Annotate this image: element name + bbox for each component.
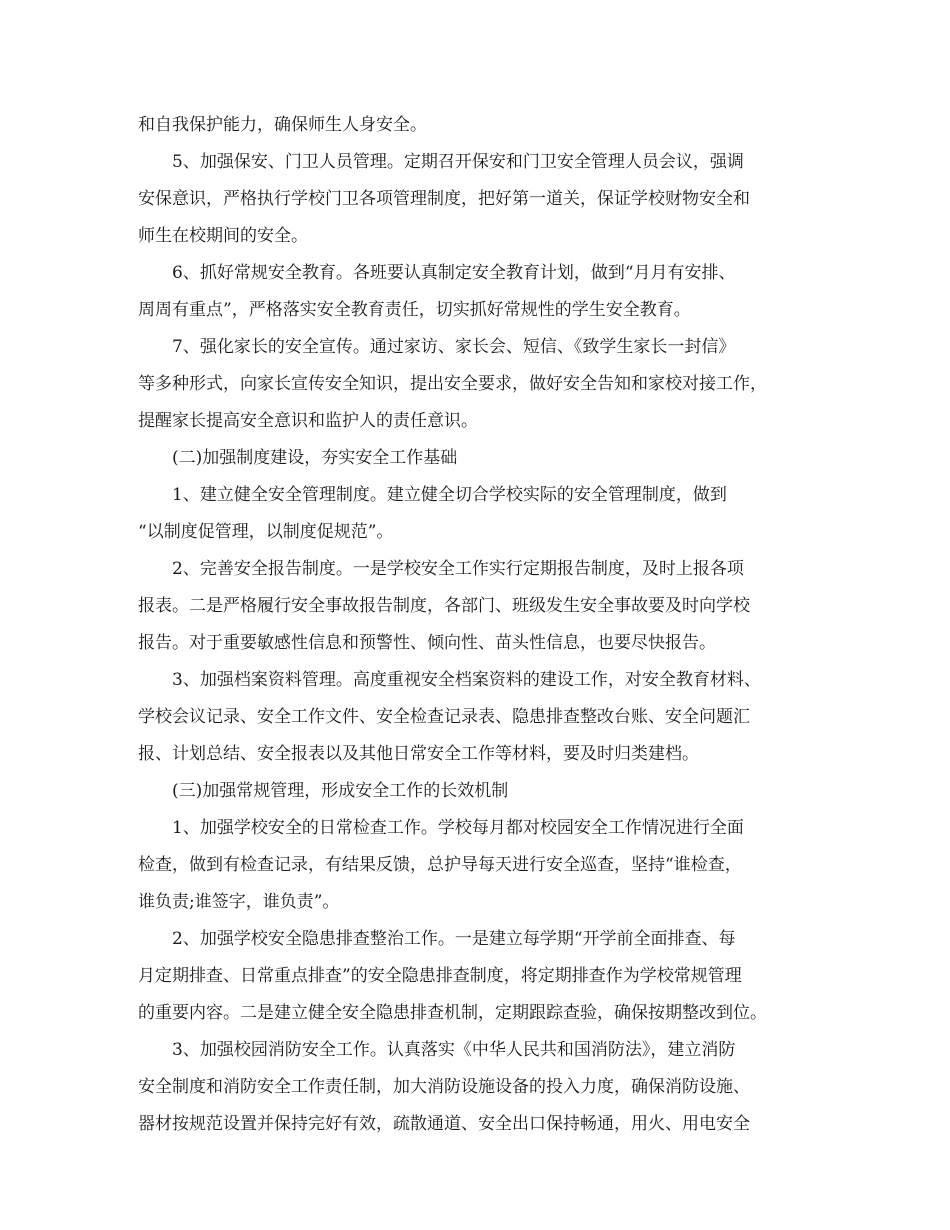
text-line: 报告。对于重要敏感性信息和预警性、倾向性、苗头性信息，也要尽快报告。 [138,633,716,653]
text-line: 检查，做到有检查记录，有结果反馈，总护导每天进行安全巡查，坚持“谁检查， [138,855,742,875]
text-line: 学校会议记录、安全工作文件、安全检查记录表、隐患排查整改台账、安全问题汇 [138,707,750,727]
paragraph-item-1: 1、建立健全安全管理制度。建立健全切合学校实际的安全管理制度，做到 [172,485,727,505]
paragraph-item-5: 5、加强保安、门卫人员管理。定期召开保安和门卫安全管理人员会议，强调 [172,152,744,172]
text-line: 月定期排查、日常重点排查”的安全隐患排查制度，将定期排查作为学校常规管理 [138,966,742,986]
text-line: 的重要内容。二是建立健全安全隐患排查机制，定期跟踪查验，确保按期整改到位。 [138,1003,767,1023]
section-heading-2: (二)加强制度建设，夯实安全工作基础 [172,448,458,468]
text-line: 周周有重点”，严格落实安全教育责任，切实抓好常规性的学生安全教育。 [138,300,691,320]
paragraph-item-1: 1、加强学校安全的日常检查工作。学校每月都对校园安全工作情况进行全面 [172,818,744,838]
text-line: 报表。二是严格履行安全事故报告制度，各部门、班级发生安全事故要及时向学校 [138,596,750,616]
text-line: 等多种形式，向家长宣传安全知识，提出安全要求，做好安全告知和家校对接工作， [138,374,767,394]
text-line: 报、计划总结、安全报表以及其他日常安全工作等材料，要及时归类建档。 [138,744,699,764]
text-line: 提醒家长提高安全意识和监护人的责任意识。 [138,411,478,431]
section-heading-3: (三)加强常规管理，形成安全工作的长效机制 [172,781,509,801]
text-line: 谁负责;谁签字，谁负责”。 [138,892,340,912]
text-line: “以制度促管理，以制度促规范”。 [138,522,394,542]
paragraph-item-7: 7、强化家长的安全宣传。通过家访、家长会、短信、《致学生家长一封信》 [172,337,736,357]
text-line: 和自我保护能力，确保师生人身安全。 [138,115,427,135]
paragraph-item-2: 2、加强学校安全隐患排查整治工作。一是建立每学期“开学前全面排查、每 [172,929,736,949]
text-line: 安全制度和消防安全工作责任制，加大消防设施设备的投入力度，确保消防设施、 [138,1077,750,1097]
paragraph-item-2: 2、完善安全报告制度。一是学校安全工作实行定期报告制度，及时上报各项 [172,559,744,579]
text-line: 器材按规范设置并保持完好有效，疏散通道、安全出口保持畅通，用火、用电安全 [138,1114,750,1134]
paragraph-item-6: 6、抓好常规安全教育。各班要认真制定安全教育计划，做到“月月有安排、 [172,263,736,283]
paragraph-item-3: 3、加强档案资料管理。高度重视安全档案资料的建设工作，对安全教育材料、 [172,670,761,690]
text-line: 师生在校期间的安全。 [138,226,308,246]
document-body [138,114,818,1135]
paragraph-item-3: 3、加强校园消防安全工作。认真落实《中华人民共和国消防法》，建立消防 [172,1040,736,1060]
text-line: 安保意识，严格执行学校门卫各项管理制度，把好第一道关，保证学校财物安全和 [138,189,750,209]
